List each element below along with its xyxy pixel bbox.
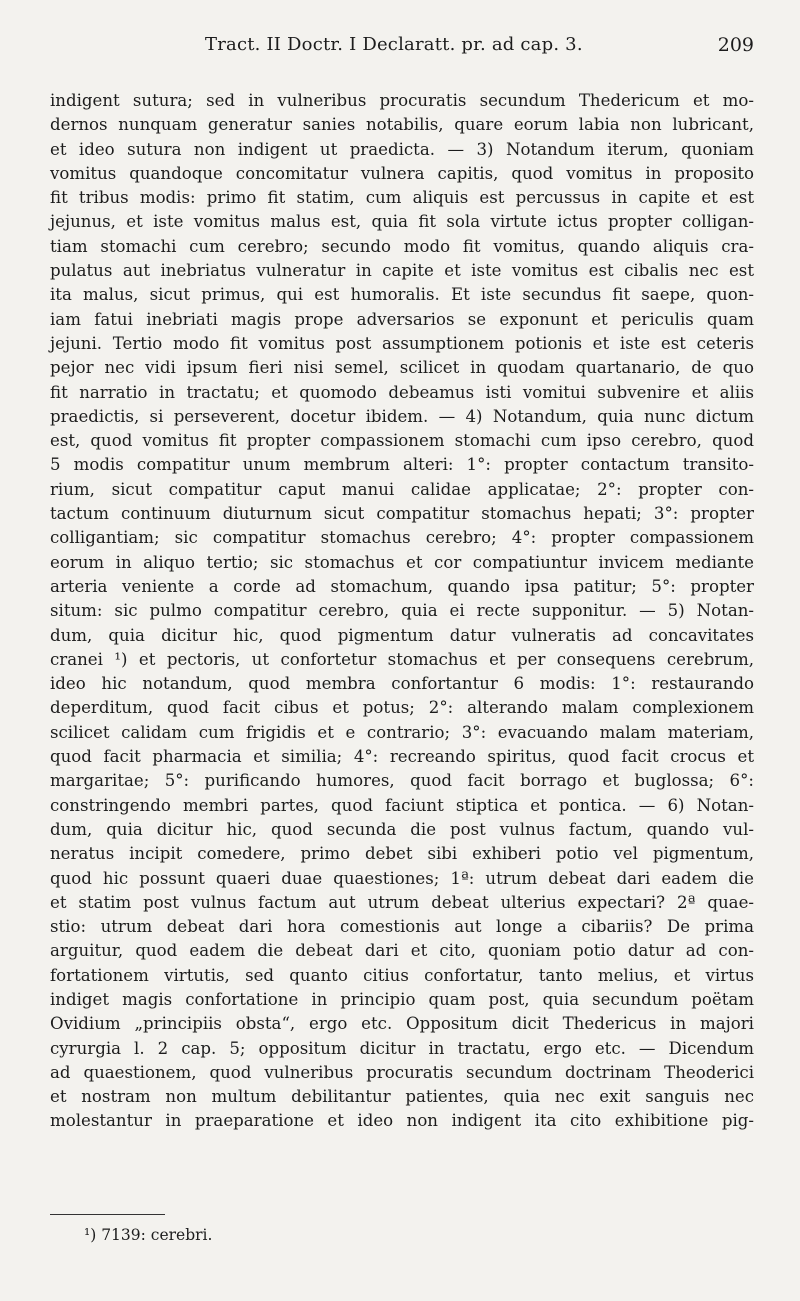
footnote-divider xyxy=(50,1214,165,1215)
text-line: scilicet calidam cum frigidis et e contrario; 3°: evacuando malam materiam, xyxy=(50,722,754,742)
text-line: cyrurgia l. 2 cap. 5; oppositum dicitur in tractatu, ergo etc. — Dicendum xyxy=(50,1038,754,1058)
text-line: indigent sutura; sed in vulneribus procuratis secundum Thedericum et mo- xyxy=(50,91,754,110)
text-line: neratus incipit comedere, primo debet sibi exhiberi potio vel pigmentum, xyxy=(50,844,754,864)
text-line: situm: sic pulmo compatitur cerebro, quia ei recte supponitur. — 5) Notan- xyxy=(50,601,754,621)
page-number: 209 xyxy=(717,34,754,56)
text-line: arguitur, quod eadem die debeat dari et cito, quoniam potio datur ad con- xyxy=(50,941,754,961)
text-line: stio: utrum debeat dari hora comestionis aut longe a cibariis? De prima xyxy=(50,917,754,937)
text-line: et statim post vulnus factum aut utrum debeat ulterius expectari? 2ª quae- xyxy=(50,892,754,912)
text-line: ideo hic notandum, quod membra confortantur 6 modis: 1°: restaurando xyxy=(50,674,754,694)
text-line: indiget magis confortatione in principio quam post, quia secundum poëtam xyxy=(50,989,754,1009)
text-line: jejunus, et iste vomitus malus est, quia fit sola virtute ictus propter colligan- xyxy=(50,212,754,232)
running-head xyxy=(50,34,754,64)
text-line: pejor nec vidi ipsum fieri nisi semel, scilicet in quodam quartanario, de quo xyxy=(50,358,754,378)
text-line: dum, quia dicitur hic, quod secunda die post vulnus factum, quando vul- xyxy=(50,819,754,839)
text-line: fortationem virtutis, sed quanto citius confortatur, tanto melius, et virtus xyxy=(50,965,754,985)
running-title: Tract. II Doctr. I Declaratt. pr. ad cap. 3. xyxy=(205,34,583,55)
body-text xyxy=(50,89,754,1134)
text-line: jejuni. Tertio modo fit vomitus post assumptionem potionis et iste est ceteris xyxy=(50,333,754,353)
text-line: colligantiam; sic compatitur stomachus cerebro; 4°: propter compassionem xyxy=(50,528,754,548)
text-line: quod hic possunt quaeri duae quaestiones; 1ª: utrum debeat dari eadem die xyxy=(50,868,754,888)
text-line: pulatus aut inebriatus vulneratur in capite et iste vomitus est cibalis nec est xyxy=(50,261,754,281)
text-line: fit narratio in tractatu; et quomodo debeamus isti vomitui subvenire et aliis xyxy=(50,382,754,402)
text-line: arteria veniente a corde ad stomachum, quando ipsa patitur; 5°: propter xyxy=(50,576,754,596)
text-line: tiam stomachi cum cerebro; secundo modo fit vomitus, quando aliquis cra- xyxy=(50,236,754,256)
text-line: deperditum, quod facit cibus et potus; 2°: alterando malam complexionem xyxy=(50,698,754,718)
text-line: est, quod vomitus fit propter compassionem stomachi cum ipso cerebro, quod xyxy=(50,431,754,451)
text-line: rium, sicut compatitur caput manui calidae applicatae; 2°: propter con- xyxy=(50,479,754,499)
text-line: et ideo sutura non indigent ut praedicta. — 3) Notandum iterum, quoniam xyxy=(50,139,754,159)
text-line: 5 modis compatitur unum membrum alteri: 1°: propter contactum transito- xyxy=(50,455,754,475)
footnote: ¹) 7139: cerebri. xyxy=(84,1226,213,1244)
text-line: vomitus quandoque concomitatur vulnera capitis, quod vomitus in proposito xyxy=(50,163,754,183)
text-line: margaritae; 5°: purificando humores, quod facit borrago et buglossa; 6°: xyxy=(50,771,754,791)
text-line: quod facit pharmacia et similia; 4°: recreando spiritus, quod facit crocus et xyxy=(50,747,754,767)
text-line: iam fatui inebriati magis prope adversarios se exponunt et periculis quam xyxy=(50,309,754,329)
text-line: molestantur in praeparatione et ideo non indigent ita cito exhibitione pig- xyxy=(50,1111,754,1131)
text-line: tactum continuum diuturnum sicut compatitur stomachus hepati; 3°: propter xyxy=(50,504,754,524)
text-line: eorum in aliquo tertio; sic stomachus et cor compatiuntur invicem mediante xyxy=(50,552,754,572)
text-line: ad quaestionem, quod vulneribus procuratis secundum doctrinam Theoderici xyxy=(50,1062,754,1082)
text-line: dernos nunquam generatur sanies notabilis, quare eorum labia non lubricant, xyxy=(50,115,754,135)
text-line: et nostram non multum debilitantur patientes, quia nec exit sanguis nec xyxy=(50,1087,754,1107)
text-line: ita malus, sicut primus, qui est humoralis. Et iste secundus fit saepe, quon- xyxy=(50,285,754,305)
text-line: constringendo membri partes, quod faciunt stiptica et pontica. — 6) Notan- xyxy=(50,795,754,815)
text-line: Ovidium „principiis obsta“, ergo etc. Oppositum dicit Thedericus in majori xyxy=(50,1014,754,1034)
text-line: dum, quia dicitur hic, quod pigmentum datur vulneratis ad concavitates xyxy=(50,625,754,645)
text-line: praedictis, si perseverent, docetur ibidem. — 4) Notandum, quia nunc dictum xyxy=(50,406,754,426)
text-line: fit tribus modis: primo fit statim, cum aliquis est percussus in capite et est xyxy=(50,188,754,208)
text-line: cranei ¹) et pectoris, ut confortetur stomachus et per consequens cerebrum, xyxy=(50,649,754,669)
